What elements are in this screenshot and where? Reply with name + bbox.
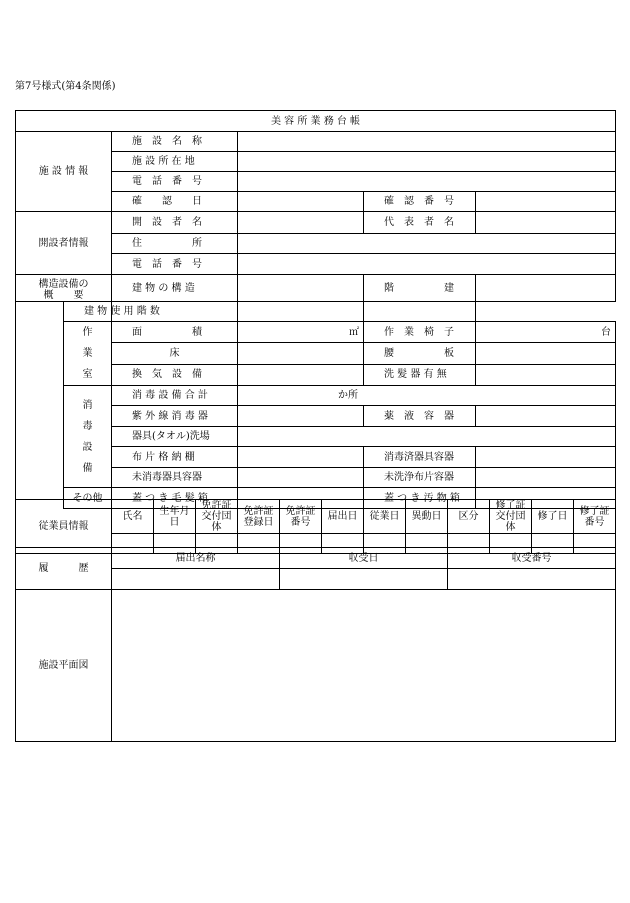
confirm-date-label: 確 認 日 — [112, 192, 238, 212]
founder-header: 開設者情報 — [16, 212, 112, 275]
staff-col-complete-date: 修了日 — [532, 500, 574, 534]
facility-phone-label: 電 話 番 号 — [112, 172, 238, 192]
history-col-receipt-no: 収受番号 — [448, 548, 616, 569]
history-notice-name-field[interactable] — [112, 569, 280, 590]
disinfected-box-field[interactable] — [476, 447, 616, 468]
place-unit: か所 — [338, 390, 358, 401]
building-structure-label: 建 物 の 構 造 — [112, 275, 238, 302]
staff-col-name: 氏名 — [112, 500, 154, 534]
disinfect-total-label: 消 毒 設 備 合 計 — [112, 386, 238, 406]
chair-field[interactable] — [476, 322, 616, 343]
rep-name-label: 代 表 者 名 — [364, 212, 476, 234]
history-receipt-date-field[interactable] — [280, 569, 448, 590]
towel-field[interactable] — [238, 427, 616, 447]
area-unit: ㎡ — [349, 326, 359, 338]
area-field[interactable] — [238, 322, 364, 343]
hair-box-label: 蓋 つ き 毛 髪 箱 — [112, 488, 238, 509]
ventilation-field[interactable] — [238, 364, 364, 385]
structure-indent — [16, 302, 64, 509]
disinfect-char-1: 消 — [82, 399, 93, 411]
work-room-header — [64, 322, 112, 386]
plan-header: 施設平面図 — [16, 590, 112, 742]
disinfect-char-3: 設 — [82, 441, 93, 453]
founder-name-field[interactable] — [238, 212, 364, 234]
ventilation-label: 換 気 設 備 — [112, 364, 238, 385]
work-room-char-2: 業 — [82, 348, 93, 359]
confirm-date-field[interactable] — [238, 192, 364, 212]
staff-col-work-date: 従業日 — [364, 500, 406, 534]
staff-col-license-date: 免許証登録日 — [238, 500, 280, 534]
founder-phone-field[interactable] — [238, 254, 616, 275]
founder-phone-label: 電 話 番 号 — [112, 254, 238, 275]
wash-field[interactable] — [476, 364, 616, 385]
floors-label: 階 建 — [364, 275, 476, 302]
cloth-shelf-label: 布 片 格 納 棚 — [112, 447, 238, 468]
facility-name-field[interactable] — [238, 132, 616, 152]
staff-col-license-no: 免許証番号 — [280, 500, 322, 534]
chem-label: 薬 液 容 器 — [364, 406, 476, 427]
confirm-no-label: 確 認 番 号 — [364, 192, 476, 212]
facility-header: 施 設 情 報 — [16, 132, 112, 212]
structure-header-line1: 構造設備の — [38, 279, 89, 290]
staff-table — [15, 499, 616, 554]
plan-drawing-area[interactable] — [112, 590, 616, 742]
towel-label: 器具(タオル)洗場 — [112, 427, 238, 447]
history-col-notice-name: 届出名称 — [112, 548, 280, 569]
area-label: 面 積 — [112, 322, 238, 343]
floors-used-extra-1[interactable] — [238, 302, 364, 322]
staff-col-category: 区分 — [448, 500, 490, 534]
form-number: 第7号様式(第4条関係) — [15, 81, 116, 92]
history-table — [15, 547, 616, 742]
facility-phone-field[interactable] — [238, 172, 616, 192]
chair-unit: 台 — [601, 326, 612, 338]
staff-col-birth: 生年月日 — [154, 500, 196, 534]
facility-name-label: 施 設 名 称 — [112, 132, 238, 152]
work-room-char-3: 室 — [82, 369, 93, 380]
form-title: 美 容 所 業 務 台 帳 — [16, 111, 616, 132]
uv-label: 紫 外 線 消 毒 器 — [112, 406, 238, 427]
history-header: 履 歴 — [16, 548, 112, 590]
structure-header-line2: 概 要 — [43, 290, 84, 301]
founder-name-label: 開 設 者 名 — [112, 212, 238, 234]
floor-material-label: 床 — [112, 343, 238, 364]
uv-field[interactable] — [238, 406, 364, 427]
structure-header — [16, 275, 112, 302]
registry-table — [15, 110, 616, 509]
wainscot-field[interactable] — [476, 343, 616, 364]
unwashed-cloth-label: 未洗浄布片容器 — [364, 468, 476, 488]
floors-field[interactable] — [476, 275, 616, 302]
disinfect-header — [64, 386, 112, 488]
founder-address-label: 住 所 — [112, 234, 238, 254]
building-structure-field[interactable] — [238, 275, 364, 302]
floors-used-label: 建 物 使 用 階 数 — [64, 302, 112, 322]
work-room-char-1: 作 — [82, 327, 93, 338]
other-header: その他 — [64, 488, 112, 509]
chair-label: 作 業 椅 子 — [364, 322, 476, 343]
history-col-receipt-date: 収受日 — [280, 548, 448, 569]
cloth-shelf-field[interactable] — [238, 447, 364, 468]
facility-location-field[interactable] — [238, 152, 616, 172]
wainscot-label: 腰 板 — [364, 343, 476, 364]
staff-header: 従業員情報 — [16, 500, 112, 554]
chem-field[interactable] — [476, 406, 616, 427]
facility-location-label: 施 設 所 在 地 — [112, 152, 238, 172]
undisinfected-box-field[interactable] — [238, 468, 364, 488]
floor-material-field[interactable] — [238, 343, 364, 364]
staff-col-cert-no: 修了証番号 — [574, 500, 616, 534]
staff-col-cert-org: 修了証交付団体 — [490, 500, 532, 534]
staff-col-license-org: 免許証交付団体 — [196, 500, 238, 534]
staff-col-transfer-date: 異動日 — [406, 500, 448, 534]
founder-address-field[interactable] — [238, 234, 616, 254]
confirm-no-field[interactable] — [476, 192, 616, 212]
history-receipt-no-field[interactable] — [448, 569, 616, 590]
disinfect-char-2: 毒 — [82, 420, 93, 432]
undisinfected-box-label: 未消毒器具容器 — [112, 468, 238, 488]
unwashed-cloth-field[interactable] — [476, 468, 616, 488]
floors-used-extra-2[interactable] — [364, 302, 476, 322]
disinfect-total-field[interactable] — [238, 386, 616, 406]
wash-label: 洗 髪 器 有 無 — [364, 364, 476, 385]
rep-name-field[interactable] — [476, 212, 616, 234]
staff-col-notice-date: 届出日 — [322, 500, 364, 534]
disinfect-char-4: 備 — [82, 462, 93, 474]
dirt-box-label: 蓋 つ き 汚 物 箱 — [364, 488, 476, 509]
disinfected-box-label: 消毒済器具容器 — [364, 447, 476, 468]
